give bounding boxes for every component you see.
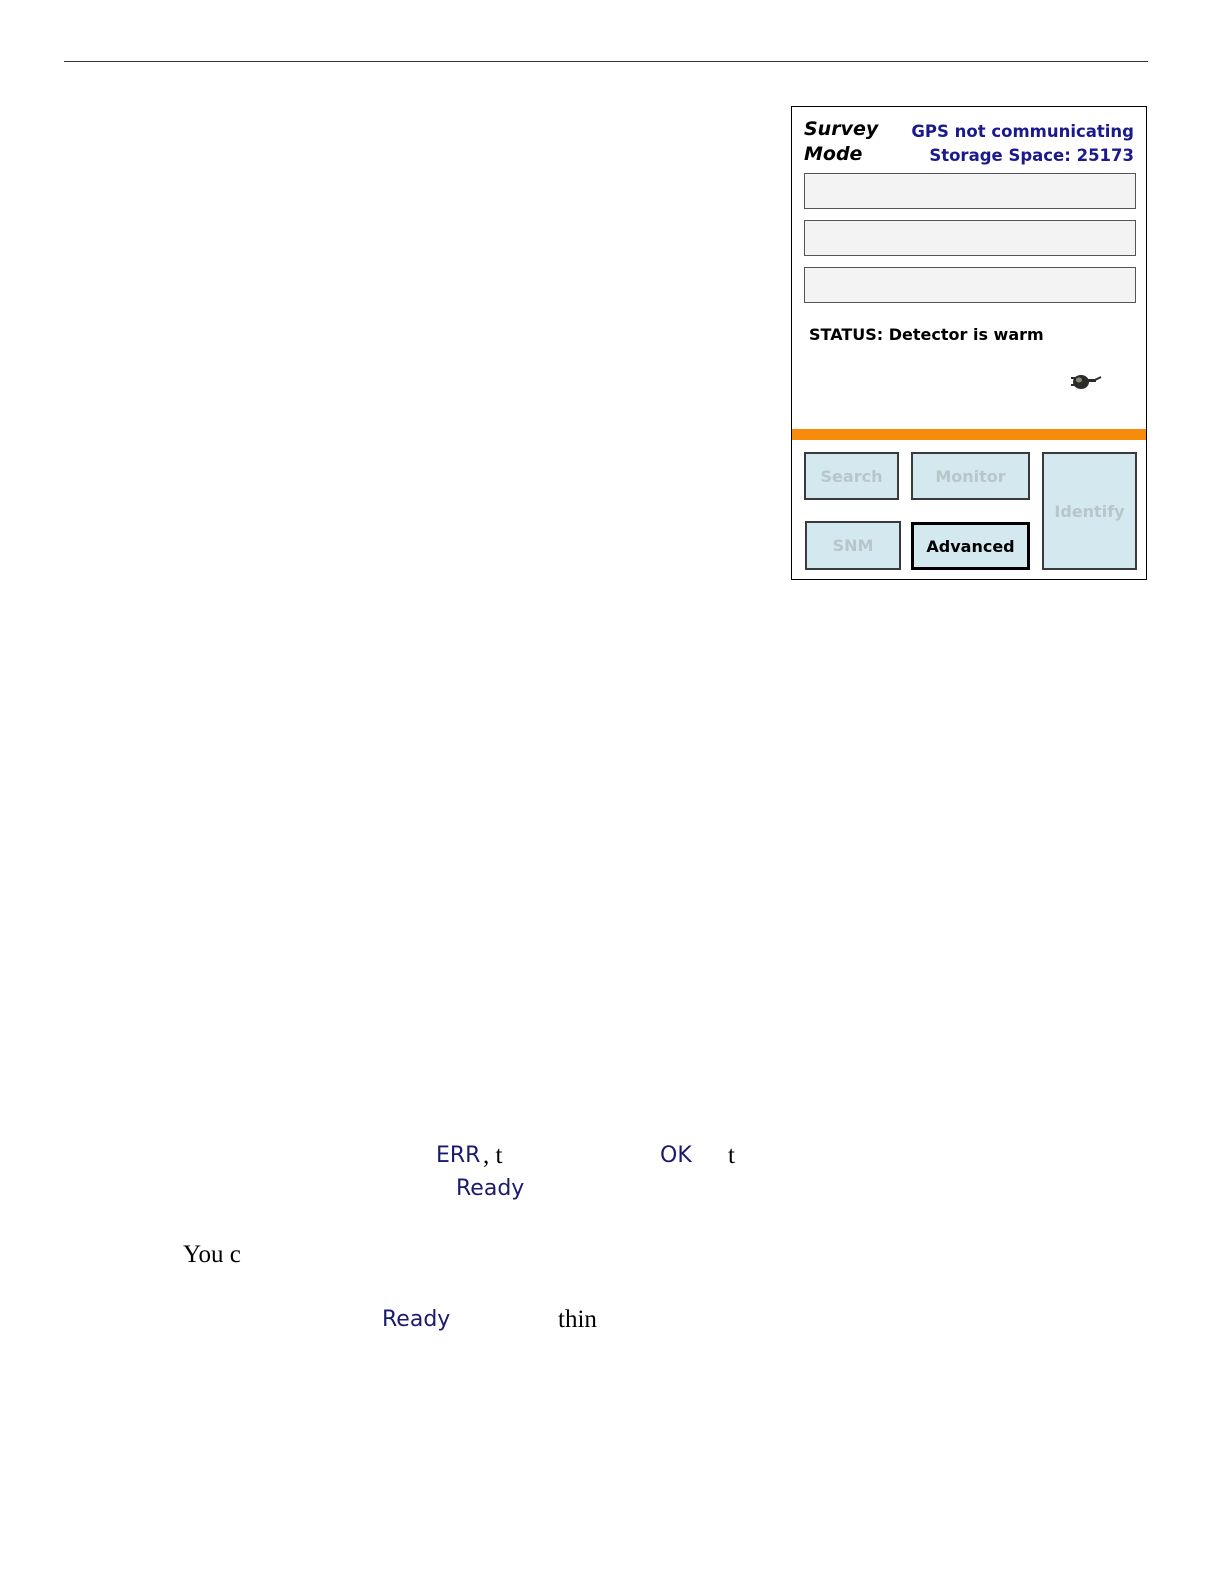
body-fragment: thin xyxy=(558,1306,597,1333)
ok-code: OK xyxy=(660,1143,692,1168)
body-fragment: , t xyxy=(483,1142,503,1169)
mode-title-line2: Mode xyxy=(804,143,863,165)
storage-space: Storage Space: 25173 xyxy=(929,146,1134,165)
header-rule xyxy=(64,61,1148,62)
ready-code: Ready xyxy=(382,1307,451,1332)
monitor-button[interactable]: Monitor xyxy=(911,452,1030,500)
status-header xyxy=(911,120,1134,168)
body-fragment: t xyxy=(728,1142,735,1169)
readout-field-2 xyxy=(804,220,1136,256)
snm-button[interactable]: SNM xyxy=(805,521,901,570)
status-text: STATUS: Detector is warm xyxy=(809,325,1044,344)
advanced-button[interactable]: Advanced xyxy=(911,522,1030,570)
identify-button[interactable]: Identify xyxy=(1042,452,1137,570)
mode-title-line1: Survey xyxy=(804,118,879,140)
ready-code: Ready xyxy=(456,1176,525,1201)
body-fragment: You c xyxy=(183,1241,241,1268)
accent-bar xyxy=(792,429,1146,440)
device-screen xyxy=(791,106,1147,580)
power-plug-icon xyxy=(1068,371,1102,393)
search-button[interactable]: Search xyxy=(804,452,899,500)
mode-title xyxy=(804,117,878,167)
err-code: ERR xyxy=(436,1143,481,1168)
readout-field-3 xyxy=(804,267,1136,303)
readout-field-1 xyxy=(804,173,1136,209)
gps-status: GPS not communicating xyxy=(911,122,1134,141)
